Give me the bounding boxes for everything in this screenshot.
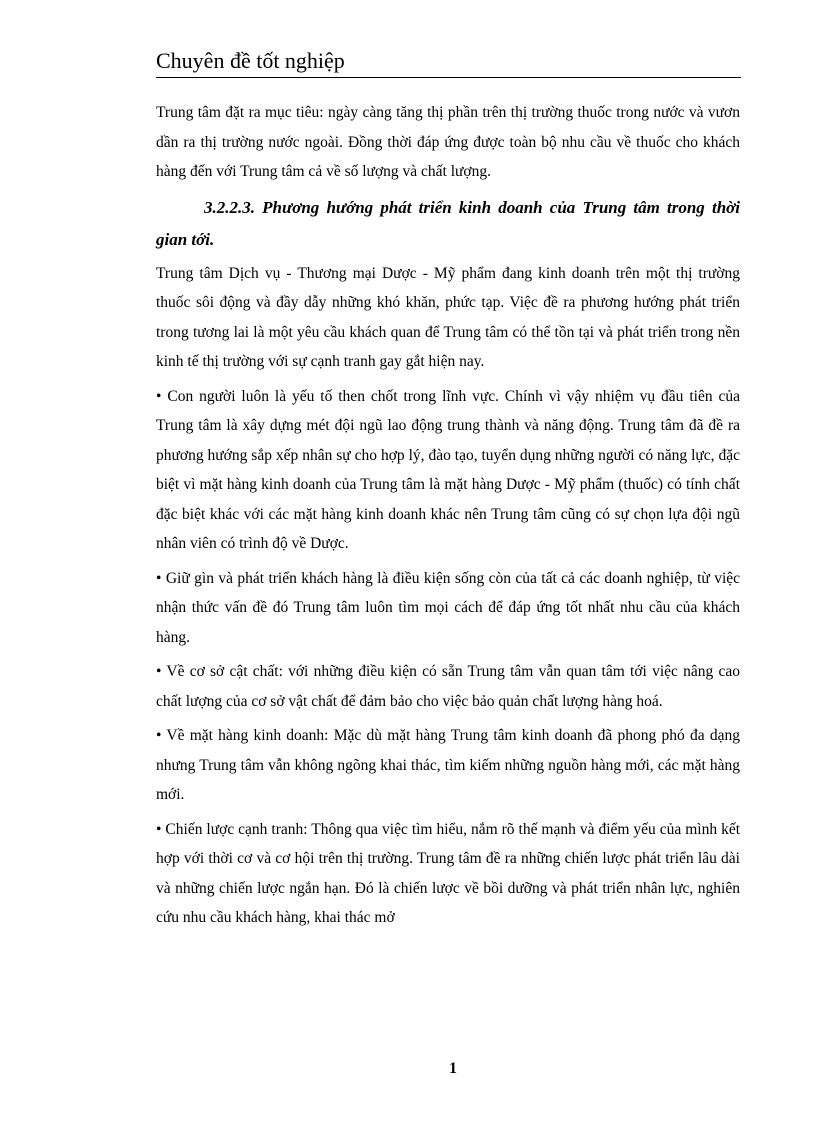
bullet-text: Về mặt hàng kinh doanh: Mặc dù mặt hàng Trung tâm kinh doanh đã phong phó đa dạng nhưng Trung tâm vẫn không ngõng khai thác, tìm kiếm những nguồn hàng mới, các mặt hàng mới. xyxy=(156,727,740,803)
section-intro-paragraph: Trung tâm Dịch vụ - Thương mại Dược - Mỹ phẩm đang kinh doanh trên một thị trường thuốc sôi động và đầy dẫy những khó khăn, phức tạp. Việc đề ra phương hướng phát triển trong tương lai là một yêu cầu khách quan để Trung tâm có thể tồn tại và phát triển trong nền kinh tế thị trường với sự cạnh tranh gay gắt hiện nay. xyxy=(156,264,740,370)
bullet-text: Chiến lược cạnh tranh: Thông qua việc tìm hiểu, nắm rõ thế mạnh và điểm yếu của mình kết hợp với thời cơ và cơ hội trên thị trường. Trung tâm đề ra những chiến lược phát triển lâu dài và những chiến lược ngắn hạn. Đó là chiến lược về bồi dưỡng và phát triển nhân lực, nghiên cứu nhu cầu khách hàng, khai thác mở xyxy=(156,820,741,926)
bullet-paragraph xyxy=(156,815,740,933)
section-heading: 3.2.2.3. Phương hướng phát triển kinh doanh của Trung tâm trong thời gian tới. xyxy=(156,197,740,249)
bullet-text: Giữ gìn và phát triển khách hàng là điều kiện sống còn của tất cả các doanh nghiệp, từ việc nhận thức vấn đề đó Trung tâm luôn tìm mọi cách để đáp ứng tốt nhất nhu cầu của khách hàng. xyxy=(156,569,741,646)
bullet-icon: • xyxy=(156,820,162,838)
bullet-paragraph xyxy=(156,657,740,716)
bullet-text: Về cơ sở cật chất: với những điều kiện có sẵn Trung tâm vẫn quan tâm tới việc nâng cao chất lượng của cơ sở vật chất để đảm bảo cho việc bảo quản chất lượng hàng hoá. xyxy=(156,663,740,710)
bullet-paragraph xyxy=(156,382,740,559)
intro-paragraph: Trung tâm đặt ra mục tiêu: ngày càng tăng thị phần trên thị trường thuốc trong nước và vươn dần ra thị trường nước ngoài. Đồng thời đáp ứng được toàn bộ nhu cầu về thuốc cho khách hàng đến với Trung tâm cả về số lượng và chất lượng. xyxy=(156,104,740,180)
bullet-text: Con người luôn là yếu tố then chốt trong lĩnh vực. Chính vì vậy nhiệm vụ đầu tiên của Trung tâm là xây dựng mét đội ngũ lao động trung thành và năng động. Trung tâm đã đề ra phương hướng sắp xếp nhân sự cho hợp lý, đào tạo, tuyển dụng những người có năng lực, đặc biệt vì mặt hàng kinh doanh của Trung tâm là mặt hàng Dược - Mỹ phẩm (thuốc) có tính chất đặc biệt khác với các mặt hàng kinh doanh khác nên Trung tâm cũng có sự chọn lựa đội ngũ nhân viên có trình độ về Dược. xyxy=(156,387,741,552)
bullet-icon: • xyxy=(156,569,162,587)
bullet-paragraph xyxy=(156,721,740,810)
page-number: 1 xyxy=(449,1060,457,1077)
bullet-icon: • xyxy=(156,387,162,405)
bullet-paragraph xyxy=(156,564,740,653)
page-header-title: Chuyên đề tốt nghiệp xyxy=(156,48,345,73)
bullet-icon: • xyxy=(156,663,162,680)
bullet-icon: • xyxy=(156,727,162,744)
document-body xyxy=(156,98,740,938)
header-divider xyxy=(156,77,741,78)
